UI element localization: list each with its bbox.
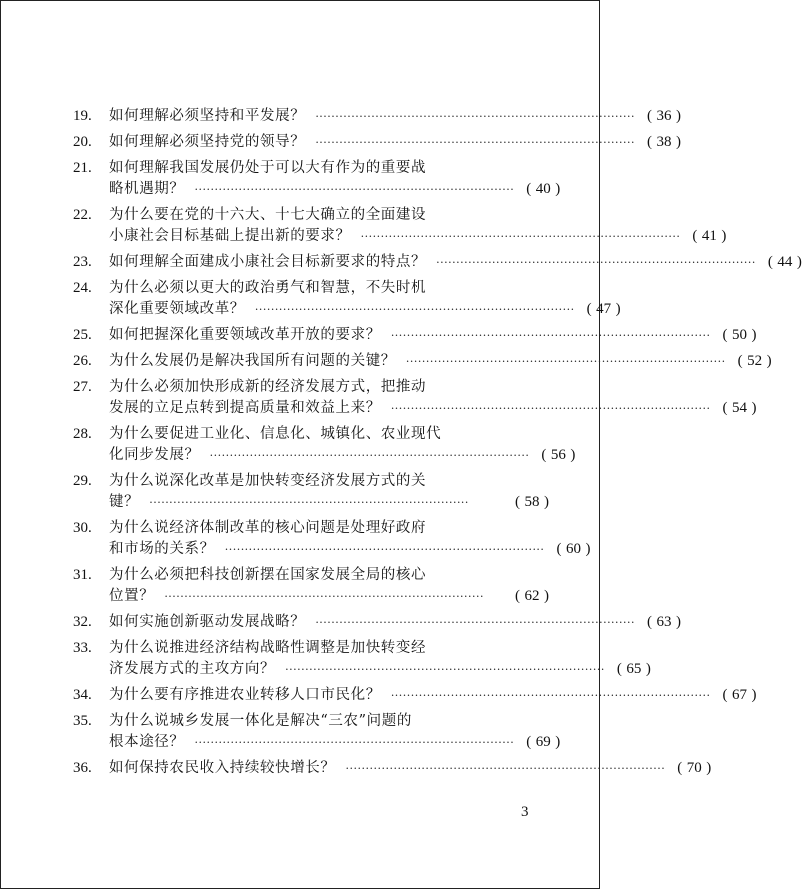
toc-entry bbox=[73, 612, 682, 633]
toc-entry-title-line: 为什么要促进工业化、信息化、城镇化、农业现代 bbox=[109, 426, 442, 442]
open-paren: ( bbox=[556, 541, 562, 557]
toc-entry bbox=[73, 424, 576, 466]
toc-entry-title bbox=[109, 518, 594, 560]
toc-entry bbox=[73, 132, 682, 153]
toc-entry-last-line bbox=[109, 758, 715, 779]
toc-entry-page-number: 47 bbox=[596, 301, 612, 317]
toc-entry bbox=[73, 638, 651, 680]
toc-entry-title-line: 小康社会目标基础上提出新的要求？ bbox=[109, 228, 351, 244]
open-paren: ( bbox=[722, 687, 728, 703]
toc-entry-page-number: 65 bbox=[626, 661, 642, 677]
toc-entry bbox=[73, 205, 727, 247]
dot-leader bbox=[210, 445, 530, 466]
toc-entry bbox=[73, 252, 802, 273]
toc-entry-title bbox=[109, 252, 806, 273]
toc-entry-last-line bbox=[109, 132, 685, 153]
dot-leader bbox=[195, 179, 515, 200]
toc-entry-page bbox=[537, 445, 579, 466]
toc-entry-page-number: 70 bbox=[686, 760, 702, 776]
toc-entry bbox=[73, 565, 553, 607]
toc-entry bbox=[73, 711, 561, 753]
open-paren: ( bbox=[526, 181, 532, 197]
toc-entry-page bbox=[522, 732, 564, 753]
open-paren: ( bbox=[616, 661, 622, 677]
toc-entry-number: 31. bbox=[73, 567, 92, 583]
toc-entry-title bbox=[109, 612, 685, 633]
toc-entry-last-line bbox=[109, 226, 730, 247]
dot-leader bbox=[315, 132, 635, 153]
dot-leader bbox=[195, 732, 515, 753]
toc-entry-page-number: 50 bbox=[732, 327, 748, 343]
toc-entry-page-number: 56 bbox=[550, 447, 566, 463]
toc-entry bbox=[73, 758, 712, 779]
toc-entry-number: 35. bbox=[73, 713, 92, 729]
open-paren: ( bbox=[647, 108, 653, 124]
toc-entry-title-line: 为什么必须把科技创新摆在国家发展全局的核心 bbox=[109, 567, 427, 583]
close-paren: ) bbox=[555, 181, 561, 197]
toc-entry-title-line: 深化重要领域改革？ bbox=[109, 301, 245, 317]
dot-leader bbox=[164, 586, 503, 607]
dot-leader bbox=[391, 325, 711, 346]
toc-entry-page-number: 41 bbox=[701, 228, 717, 244]
toc-entry-number: 24. bbox=[73, 280, 92, 296]
toc-entry-title-line: 键？ bbox=[109, 494, 140, 510]
toc-entry-title-line: 如何保持农民收入持续较快增长？ bbox=[109, 760, 336, 776]
close-paren: ) bbox=[570, 447, 576, 463]
toc-entry-title-line: 济发展方式的主攻方向？ bbox=[109, 661, 276, 677]
toc-entry-title-line: 如何理解全面建成小康社会目标新要求的特点？ bbox=[109, 254, 427, 270]
open-paren: ( bbox=[767, 254, 773, 270]
toc-entry-page-number: 54 bbox=[732, 400, 748, 416]
dot-leader bbox=[315, 612, 635, 633]
toc-entry-title-line: 为什么说城乡发展一体化是解决“三农”问题的 bbox=[109, 713, 412, 729]
toc-entry-title-line: 为什么要有序推进农业转移人口市民化？ bbox=[109, 687, 381, 703]
toc-entry-page-number: 60 bbox=[565, 541, 581, 557]
toc-entry-title bbox=[109, 638, 655, 680]
toc-entry-page-number: 36 bbox=[656, 108, 672, 124]
toc-entry-title-line: 如何理解我国发展仍处于可以大有作为的重要战 bbox=[109, 160, 427, 176]
close-paren: ) bbox=[676, 134, 682, 150]
toc-entry-number: 34. bbox=[73, 687, 92, 703]
toc-entry-title-line: 略机遇期？ bbox=[109, 181, 185, 197]
toc-entry-number: 36. bbox=[73, 760, 92, 776]
toc-entry-title-line: 位置？ bbox=[109, 588, 155, 604]
close-paren: ) bbox=[544, 494, 549, 510]
open-paren: ( bbox=[692, 228, 698, 244]
toc-entry-number: 22. bbox=[73, 207, 92, 223]
toc-entry bbox=[73, 518, 591, 560]
dot-leader bbox=[361, 226, 681, 247]
toc-entry-last-line bbox=[109, 659, 655, 680]
open-paren: ( bbox=[677, 760, 683, 776]
close-paren: ) bbox=[615, 301, 621, 317]
dot-leader bbox=[255, 299, 575, 320]
toc-entry-title-line: 根本途径？ bbox=[109, 734, 185, 750]
toc-entry-last-line bbox=[109, 492, 553, 513]
toc-entry-last-line bbox=[109, 586, 553, 607]
toc-entry-title-line: 如何理解必须坚持和平发展？ bbox=[109, 108, 306, 124]
toc-entry-last-line bbox=[109, 612, 685, 633]
toc-entry-page bbox=[764, 252, 806, 273]
toc-entry-page-number: 40 bbox=[535, 181, 551, 197]
toc-entry-number: 26. bbox=[73, 353, 92, 369]
dot-leader bbox=[391, 685, 711, 706]
toc-entry-title bbox=[109, 205, 730, 247]
open-paren: ( bbox=[722, 327, 728, 343]
toc-entry-page bbox=[719, 398, 761, 419]
toc-entry-number: 33. bbox=[73, 640, 92, 656]
close-paren: ) bbox=[676, 614, 682, 630]
toc-entry bbox=[73, 471, 553, 513]
toc-entry-title bbox=[109, 158, 564, 200]
toc-entry bbox=[73, 106, 682, 127]
toc-entry-title-line: 为什么发展仍是解决我国所有问题的关键？ bbox=[109, 353, 396, 369]
toc-entry-page bbox=[511, 586, 553, 607]
toc-entry-title-line: 如何把握深化重要领域改革开放的要求？ bbox=[109, 327, 381, 343]
toc-entry-page bbox=[552, 539, 594, 560]
toc-entry-number: 25. bbox=[73, 327, 92, 343]
toc-entry-page-number: 58 bbox=[524, 494, 540, 510]
toc-entry-last-line bbox=[109, 732, 564, 753]
toc-entry-number: 28. bbox=[73, 426, 92, 442]
toc-entry-last-line bbox=[109, 179, 564, 200]
toc-entry-page-number: 63 bbox=[656, 614, 672, 630]
close-paren: ) bbox=[645, 661, 651, 677]
dot-leader bbox=[285, 659, 605, 680]
toc-entry-page bbox=[613, 659, 655, 680]
toc-entry-page-number: 44 bbox=[777, 254, 793, 270]
close-paren: ) bbox=[706, 760, 712, 776]
toc-entry-title-line: 发展的立足点转到提高质量和效益上来？ bbox=[109, 400, 381, 416]
toc-entry-title bbox=[109, 471, 553, 513]
toc-entry-title-line: 化同步发展？ bbox=[109, 447, 200, 463]
toc-entry-title-line: 为什么说经济体制改革的核心问题是处理好政府 bbox=[109, 520, 427, 536]
toc-entry-page-number: 69 bbox=[535, 734, 551, 750]
toc-entry-title bbox=[109, 758, 715, 779]
toc-entry-number: 19. bbox=[73, 108, 92, 124]
toc-entry-page-number: 62 bbox=[524, 588, 540, 604]
toc-entry-last-line bbox=[109, 351, 776, 372]
toc-entry-number: 20. bbox=[73, 134, 92, 150]
toc-entry-page bbox=[643, 106, 685, 127]
close-paren: ) bbox=[751, 400, 757, 416]
open-paren: ( bbox=[541, 447, 547, 463]
table-of-contents bbox=[73, 106, 802, 784]
toc-entry bbox=[73, 685, 757, 706]
toc-entry-last-line bbox=[109, 325, 761, 346]
dot-leader bbox=[436, 252, 756, 273]
close-paren: ) bbox=[544, 588, 549, 604]
toc-entry-page bbox=[673, 758, 715, 779]
close-paren: ) bbox=[585, 541, 591, 557]
toc-entry-number: 30. bbox=[73, 520, 92, 536]
toc-entry bbox=[73, 351, 772, 372]
open-paren: ( bbox=[647, 614, 653, 630]
toc-entry-title-line: 为什么必须加快形成新的经济发展方式，把推动 bbox=[109, 379, 427, 395]
toc-entry-page bbox=[719, 685, 761, 706]
toc-entry-title bbox=[109, 685, 761, 706]
toc-entry-title-line: 如何理解必须坚持党的领导？ bbox=[109, 134, 306, 150]
dot-leader bbox=[346, 758, 666, 779]
toc-entry-title-line: 为什么要在党的十六大、十七大确立的全面建设 bbox=[109, 207, 427, 223]
open-paren: ( bbox=[586, 301, 592, 317]
toc-entry-number: 27. bbox=[73, 379, 92, 395]
toc-entry-title-line: 为什么必须以更大的政治勇气和智慧，不失时机 bbox=[109, 280, 427, 296]
toc-entry-title bbox=[109, 325, 761, 346]
toc-entry-title bbox=[109, 106, 685, 127]
toc-entry-title-line: 为什么说推进经济结构战略性调整是加快转变经 bbox=[109, 640, 427, 656]
close-paren: ) bbox=[796, 254, 802, 270]
toc-entry-last-line bbox=[109, 445, 579, 466]
toc-entry-page bbox=[583, 299, 625, 320]
dot-leader bbox=[149, 492, 503, 513]
toc-entry-title bbox=[109, 132, 685, 153]
toc-entry bbox=[73, 158, 561, 200]
toc-entry-title bbox=[109, 278, 625, 320]
toc-entry-title-line: 和市场的关系？ bbox=[109, 541, 215, 557]
toc-entry-number: 29. bbox=[73, 473, 92, 489]
toc-entry-page bbox=[734, 351, 776, 372]
toc-entry-number: 32. bbox=[73, 614, 92, 630]
toc-entry-last-line bbox=[109, 252, 806, 273]
open-paren: ( bbox=[737, 353, 743, 369]
close-paren: ) bbox=[676, 108, 682, 124]
page-number: 3 bbox=[521, 804, 529, 820]
dot-leader bbox=[406, 351, 726, 372]
open-paren: ( bbox=[526, 734, 532, 750]
toc-entry-page-number: 52 bbox=[747, 353, 763, 369]
dot-leader bbox=[225, 539, 545, 560]
toc-entry-number: 23. bbox=[73, 254, 92, 270]
dot-leader bbox=[391, 398, 711, 419]
toc-entry bbox=[73, 325, 757, 346]
close-paren: ) bbox=[751, 687, 757, 703]
toc-entry-page bbox=[522, 179, 564, 200]
close-paren: ) bbox=[721, 228, 727, 244]
toc-entry-page bbox=[688, 226, 730, 247]
toc-entry-page bbox=[511, 492, 553, 513]
toc-entry-number: 21. bbox=[73, 160, 92, 176]
open-paren: ( bbox=[647, 134, 653, 150]
toc-entry bbox=[73, 278, 621, 320]
close-paren: ) bbox=[766, 353, 772, 369]
toc-entry-last-line bbox=[109, 398, 761, 419]
toc-entry-title bbox=[109, 424, 579, 466]
toc-entry-title bbox=[109, 351, 776, 372]
toc-entry-title bbox=[109, 565, 553, 607]
toc-entry-page bbox=[719, 325, 761, 346]
close-paren: ) bbox=[555, 734, 561, 750]
open-paren: ( bbox=[515, 494, 520, 510]
toc-entry-title-line: 如何实施创新驱动发展战略？ bbox=[109, 614, 306, 630]
close-paren: ) bbox=[751, 327, 757, 343]
open-paren: ( bbox=[515, 588, 520, 604]
toc-entry-page bbox=[643, 612, 685, 633]
open-paren: ( bbox=[722, 400, 728, 416]
toc-entry-page-number: 38 bbox=[656, 134, 672, 150]
toc-entry-page bbox=[643, 132, 685, 153]
toc-entry-title bbox=[109, 711, 564, 753]
toc-entry-title-line: 为什么说深化改革是加快转变经济发展方式的关 bbox=[109, 473, 427, 489]
toc-entry-last-line bbox=[109, 106, 685, 127]
toc-entry-last-line bbox=[109, 685, 761, 706]
dot-leader bbox=[315, 106, 635, 127]
toc-entry-last-line bbox=[109, 539, 594, 560]
toc-entry-title bbox=[109, 377, 761, 419]
toc-entry-page-number: 67 bbox=[732, 687, 748, 703]
toc-entry-last-line bbox=[109, 299, 625, 320]
toc-entry bbox=[73, 377, 757, 419]
